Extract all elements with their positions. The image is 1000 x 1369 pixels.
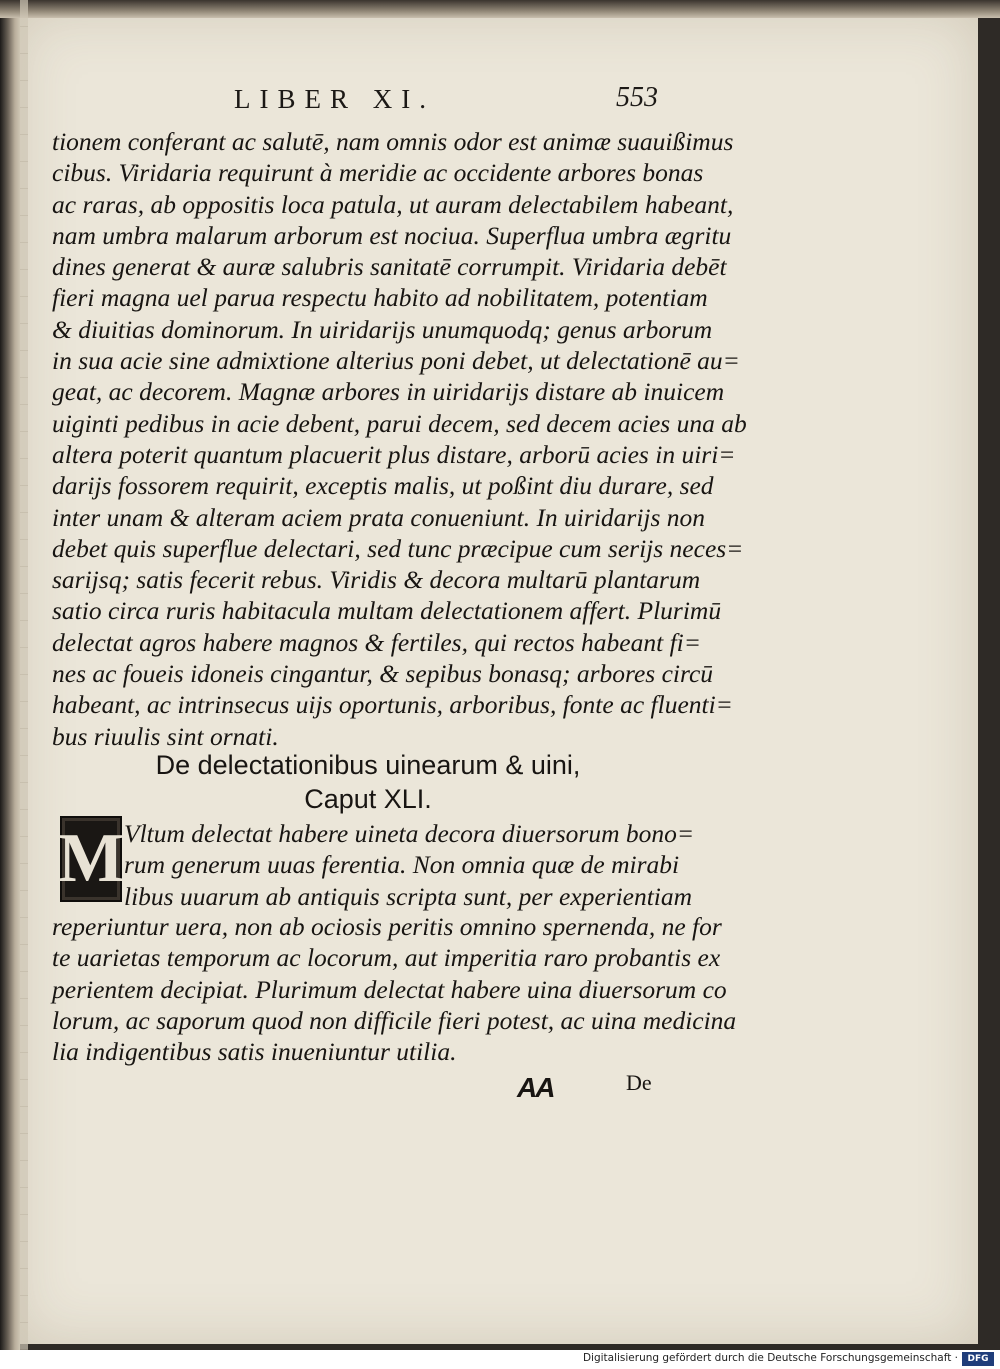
running-head: LIBER XI. (234, 84, 435, 114)
text-line: debet quis superflue delectari, sed tunc præcipue cum serijs neces= (52, 533, 744, 563)
text-line: perientem decipiat. Plurimum delectat habere uina diuersorum co (52, 974, 727, 1004)
book-binding-edge (0, 0, 20, 1350)
text-line: satio circa ruris habitacula multam delectationem affert. Plurimū (52, 596, 722, 626)
chapter-number: Caput XLI. (304, 784, 432, 814)
text-line: dines generat & auræ salubris sanitatē corrumpit. Viridaria debēt (52, 252, 727, 282)
text-line: darijs fossorem requirit, exceptis malis, ut poßint diu durare, sed (52, 471, 714, 501)
initial-paragraph (124, 818, 695, 912)
body-text (52, 126, 747, 752)
catchword: De (626, 1070, 652, 1095)
page-number: 553 (616, 82, 658, 113)
text-line: reperiuntur uera, non ab ociosis peritis omnino spernenda, ne for (52, 912, 722, 941)
digitization-footer (0, 1350, 1000, 1369)
text-line: uiginti pedibus in acie debent, parui decem, sed decem acies una ab (52, 408, 747, 438)
decorated-initial (57, 816, 125, 902)
chapter-heading: De delectationibus uinearum & uini, (155, 750, 581, 780)
text-line: Vltum delectat habere uineta decora diuersorum bono= (124, 819, 695, 848)
initial-letter: M (57, 820, 125, 897)
text-line: delectat agros habere magnos & fertiles, qui rectos habeant fi= (52, 627, 701, 657)
text-line: nes ac foueis idoneis cingantur, & sepibus bonasq; arbores circū (52, 659, 714, 689)
text-line: habeant, ac intrinsecus uijs oportunis, arboribus, fonte ac fluenti= (52, 690, 733, 720)
text-line: te uarietas temporum ac locorum, aut imperitia raro probantis ex (52, 943, 721, 973)
text-line: altera poterit quantum placuerit plus distare, arborū acies in uiri= (52, 439, 736, 469)
page-stack-edge (20, 0, 28, 1350)
text-line: nam umbra malarum arborum est nociua. Superflua umbra ægritu (52, 220, 732, 250)
text-line: fieri magna uel parua respectu habito ad nobilitatem, potentiam (52, 283, 708, 313)
text-line: cibus. Viridaria requirunt à meridie ac occidente arbores bonas (52, 158, 704, 188)
text-line: lorum, ac saporum quod non difficile fieri potest, ac uina medicina (52, 1005, 737, 1035)
book-top-edge (0, 0, 1000, 18)
text-line: sarijsq; satis fecerit rebus. Viridis & decora multarū plantarum (52, 565, 701, 595)
text-line: rum generum uuas ferentia. Non omnia quæ de mirabi (124, 850, 680, 880)
text-line: tionem conferant ac salutē, nam omnis odor est animæ suauißimus (52, 127, 734, 156)
footer-credit: Digitalisierung gefördert durch die Deutsche Forschungsgemeinschaft · (582, 1352, 958, 1364)
signature-mark: AA (517, 1072, 554, 1103)
text-line: bus riuulis sint ornati. (52, 721, 279, 751)
dfg-logo[interactable]: DFG (962, 1352, 994, 1366)
text-line: in sua acie sine admixtione alterius poni debet, ut delectationē au= (52, 346, 740, 376)
chapter-text (52, 911, 737, 1067)
text-line: lia indigentibus satis inueniuntur utilia. (52, 1037, 457, 1067)
text-line: geat, ac decorem. Magnæ arbores in uiridarijs distare ab inuicem (52, 377, 725, 407)
text-line: & diuitias dominorum. In uiridarijs unumquodq; genus arborum (52, 314, 713, 344)
text-line: inter unam & alteram aciem prata conueniunt. In uiridarijs non (52, 502, 706, 532)
text-line: ac raras, ab oppositis loca patula, ut auram delectabilem habeant, (52, 189, 734, 219)
text-line: libus uuarum ab antiquis scripta sunt, per experientiam (124, 881, 693, 911)
